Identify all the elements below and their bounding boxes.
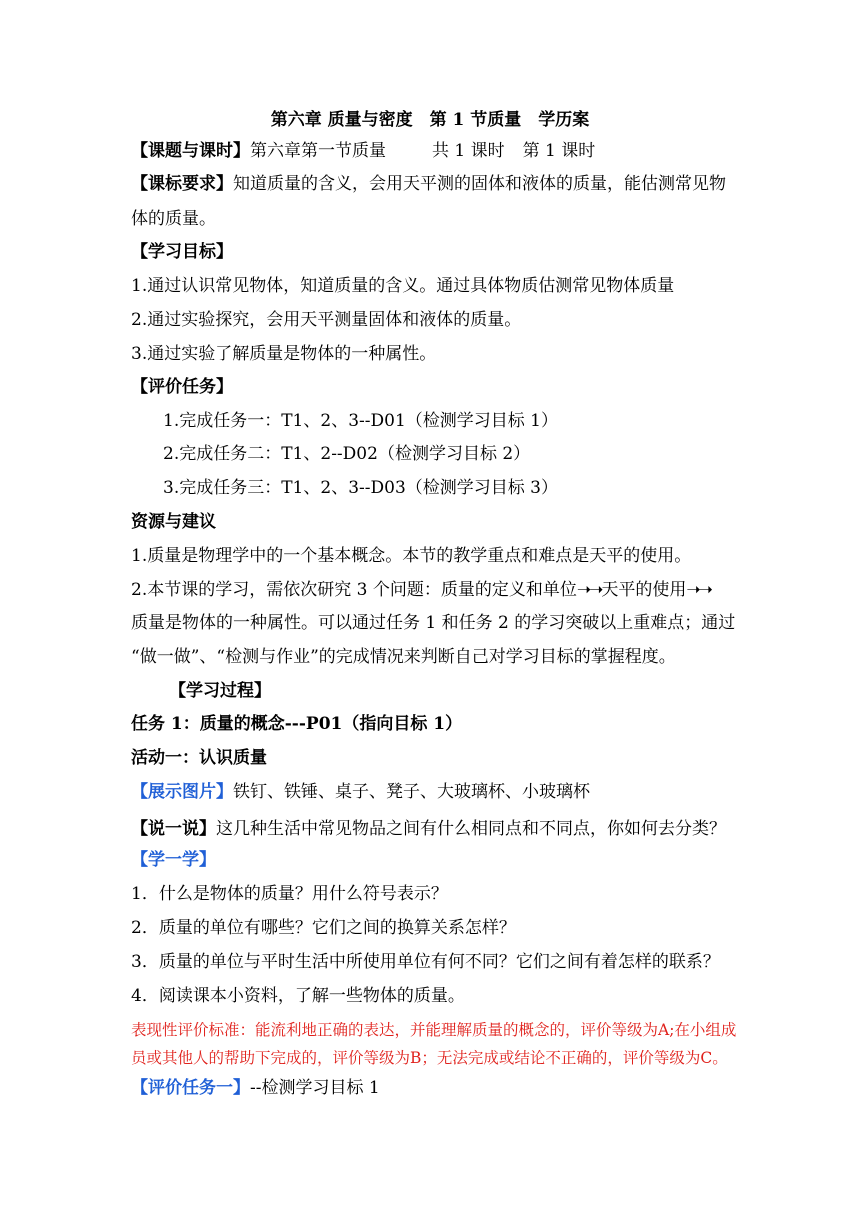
standard-label: 【课标要求】 (131, 174, 233, 194)
activity1-heading: 活动一：认识质量 (131, 748, 267, 768)
resources-para-2c: 质量是物体的一种属性。可以通过任务 1 和任务 2 的学习突破以上重难点；通过 (131, 613, 736, 633)
eval1-line (131, 1077, 380, 1099)
topic-line (131, 140, 595, 162)
topic-current: 第 1 课时 (522, 141, 596, 161)
task-item-2: 2.完成任务二：T1、2--D02（检测学习目标 2） (163, 444, 531, 464)
learn-item-2: 2．质量的单位有哪些？它们之间的换算关系怎样？ (131, 918, 516, 938)
show-line (131, 781, 590, 803)
show-label: 【展示图片】 (131, 782, 233, 802)
goal-item-2: 2.通过实验探究，会用天平测量固体和液体的质量。 (131, 310, 522, 330)
goal-item-3: 3.通过实验了解质量是物体的一种属性。 (131, 344, 437, 364)
eval1-label: 【评价任务一】 (131, 1078, 250, 1098)
criteria-line-2: 员或其他人的帮助下完成的，评价等级为B；无法完成或结论不正确的，评价等级为C。 (131, 1049, 728, 1067)
resources-para-2-line-1 (131, 579, 711, 601)
resources-heading: 资源与建议 (131, 512, 216, 532)
standard-text-2: 体的质量。 (131, 209, 216, 229)
process-heading: 【学习过程】 (169, 681, 271, 701)
task-item-3: 3.完成任务三：T1、2、3--D03（检测学习目标 3） (163, 478, 558, 498)
arrow-icon: ➝➝ (686, 580, 711, 600)
topic-text: 第六章第一节质量 (250, 141, 386, 161)
tasks-heading: 【评价任务】 (131, 377, 233, 397)
learn-label: 【学一学】 (131, 850, 216, 870)
standard-line (131, 173, 726, 195)
learn-item-3: 3．质量的单位与平时生活中所使用单位有何不同？它们之间有着怎样的联系？ (131, 952, 720, 972)
learn-item-1: 1．什么是物体的质量？用什么符号表示？ (131, 884, 448, 904)
say-label: 【说一说】 (131, 819, 216, 839)
topic-count: 共 1 课时 (432, 141, 505, 161)
learn-item-4: 4．阅读课本小资料，了解一些物体的质量。 (131, 986, 465, 1006)
goals-heading: 【学习目标】 (131, 242, 233, 262)
goal-item-1: 1.通过认识常见物体，知道质量的含义。通过具体物质估测常见物体质量 (131, 276, 675, 296)
resources-para-1: 1.质量是物理学中的一个基本概念。本节的教学重点和难点是天平的使用。 (131, 546, 692, 566)
resources-para-2a: 2.本节课的学习，需依次研究 3 个问题：质量的定义和单位 (131, 580, 577, 600)
arrow-icon: ➝➝ (576, 580, 602, 600)
standard-text-1: 知道质量的含义，会用天平测的固体和液体的质量，能估测常见物 (233, 174, 726, 194)
task-item-1: 1.完成任务一：T1、2、3--D01（检测学习目标 1） (163, 411, 558, 431)
task1-heading: 任务 1：质量的概念---P01（指向目标 1） (131, 714, 463, 734)
topic-label: 【课题与课时】 (131, 141, 250, 161)
say-text: 这几种生活中常见物品之间有什么相同点和不同点，你如何去分类？ (216, 819, 726, 839)
resources-para-2b: 天平的使用 (601, 580, 687, 600)
page-title: 第六章 质量与密度 第 1 节质量 学历案 (270, 110, 590, 130)
resources-para-2d: “做一做”、“检测与作业”的完成情况来判断自己对学习目标的掌握程度。 (131, 647, 676, 667)
eval1-text: --检测学习目标 1 (250, 1078, 380, 1098)
say-line (131, 818, 726, 840)
criteria-line-1: 表现性评价标准：能流利地正确的表达，并能理解质量的概念的，评价等级为A;在小组成 (131, 1021, 737, 1039)
show-text: 铁钉、铁锤、桌子、凳子、大玻璃杯、小玻璃杯 (233, 782, 590, 802)
